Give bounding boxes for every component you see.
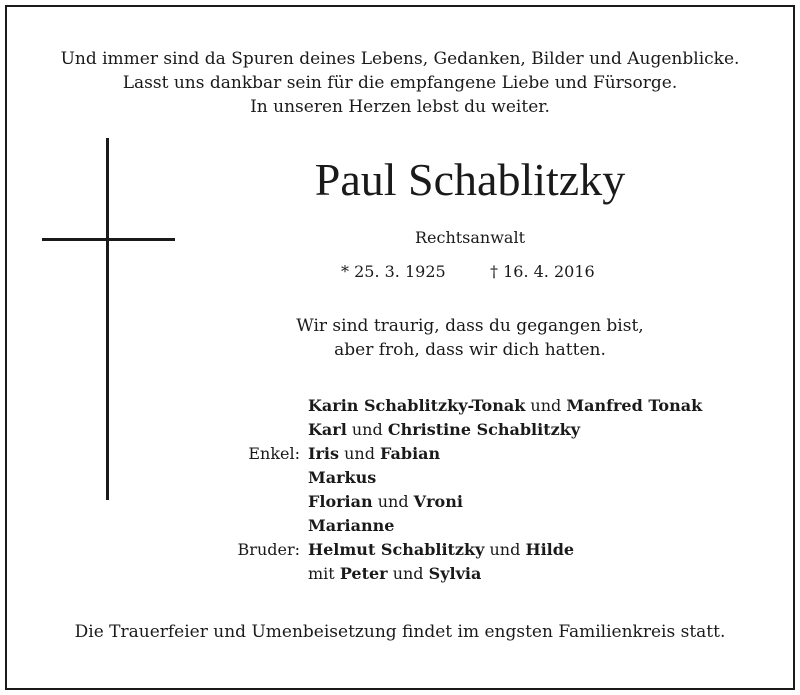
mourner-name: Florian [308, 492, 373, 511]
mourner-name: Karin Schablitzky-Tonak [308, 396, 526, 415]
family-line-2 [308, 418, 580, 442]
profession: Rechtsanwalt [414, 228, 526, 247]
family-line-6 [308, 514, 394, 538]
mourner-name: Markus [308, 468, 377, 487]
intro-line-3: In unseren Herzen lebst du weiter. [250, 97, 550, 117]
conjunction: und [489, 540, 521, 559]
intro-line-1: Und immer sind da Spuren deines Lebens, Gedanken, Bilder und Augenblicke. [60, 49, 740, 69]
conjunction: und [392, 564, 424, 583]
mourner-name: Iris [308, 444, 339, 463]
mourner-name: Vroni [413, 492, 463, 511]
conjunction: und [351, 420, 383, 439]
conjunction: und [530, 396, 562, 415]
family-line-4 [308, 466, 376, 490]
conjunction: und [377, 492, 409, 511]
family-line-8 [308, 562, 481, 586]
deceased-name: Paul Schablitzky [314, 154, 626, 205]
preposition: mit [308, 564, 335, 583]
birth-date: * 25. 3. 1925 [341, 262, 446, 281]
poem-line-2: aber froh, dass wir dich hatten. [334, 340, 606, 360]
death-date: † 16. 4. 2016 [490, 262, 595, 281]
mourner-name: Peter [339, 564, 388, 583]
mourner-name: Sylvia [428, 564, 482, 583]
mourner-name: Marianne [308, 516, 395, 535]
conjunction: und [344, 444, 375, 463]
mourner-name: Manfred Tonak [566, 396, 703, 415]
family-line-5 [308, 490, 463, 514]
funeral-info: Die Trauerfeier und Umenbeisetzung findet im engsten Familienkreis statt. [74, 622, 726, 642]
mourner-name: Karl [308, 420, 347, 439]
family-line-7 [308, 538, 574, 562]
mourner-name: Fabian [380, 444, 441, 463]
mourner-name: Helmut Schablitzky [308, 540, 485, 559]
grandchildren-label: Enkel: [248, 444, 300, 463]
mourner-name: Hilde [525, 540, 575, 559]
intro-verse [0, 47, 800, 119]
family-line-3 [308, 442, 440, 466]
family-line-1 [308, 394, 702, 418]
cross-icon-horizontal [42, 238, 175, 241]
mourner-name: Christine Schablitzky [387, 420, 581, 439]
intro-line-2: Lasst uns dankbar sein für die empfangene Liebe und Fürsorge. [122, 73, 678, 93]
poem-line-1: Wir sind traurig, dass du gegangen bist, [296, 316, 644, 336]
brother-label: Bruder: [237, 540, 300, 559]
poem [270, 314, 670, 362]
